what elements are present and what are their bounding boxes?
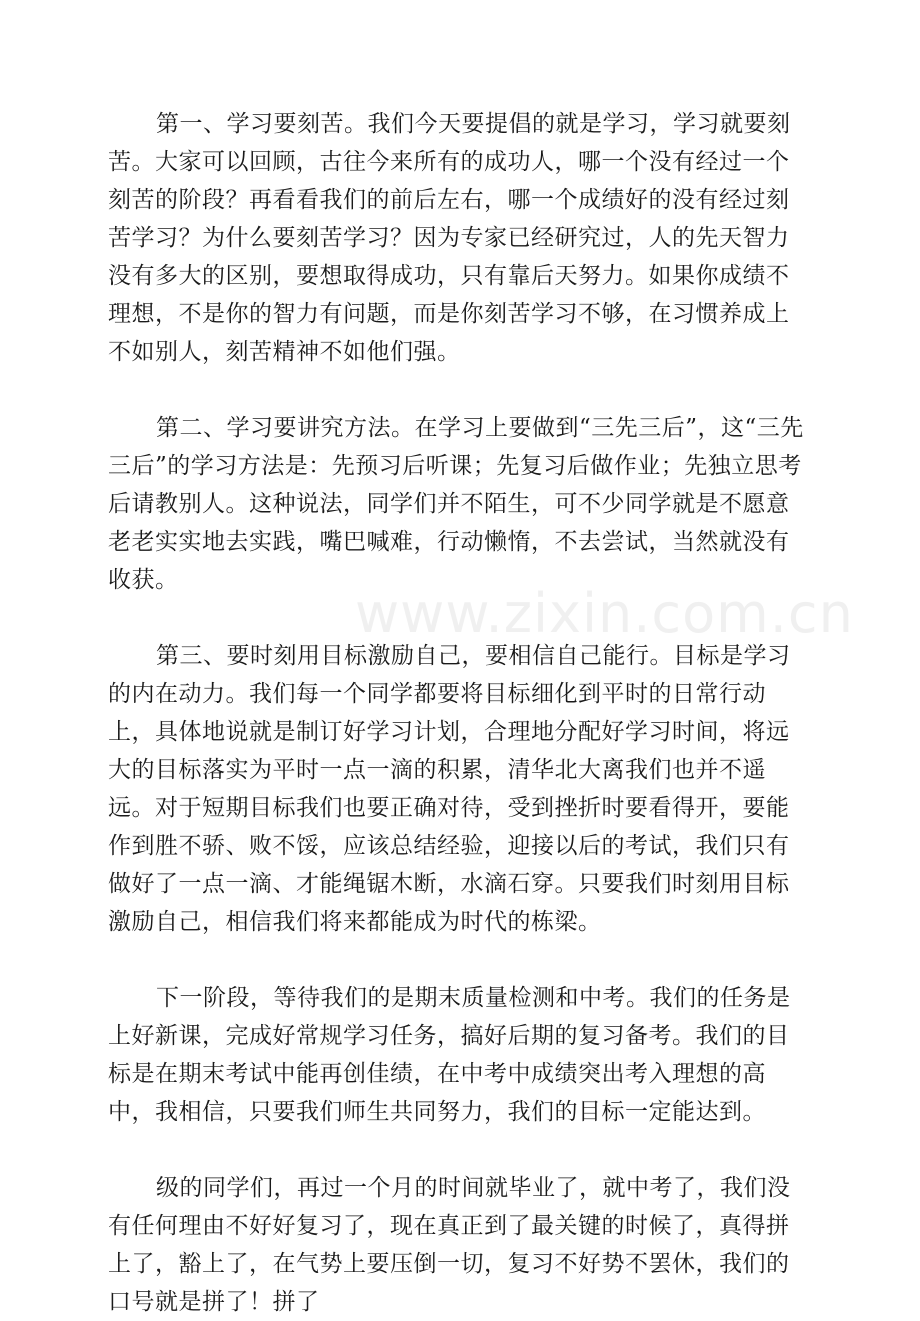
paragraph-3: 第三、要时刻用目标激励自己，要相信自己能行。目标是学习的内在动力。我们每一个同学都要将目标细化到平时的日常行动上，具体地说就是制订好学习计划，合理地分配好学习时间，将远大的目标落实为平时一点一滴的积累，清华北大离我们也并不遥远。对于短期目标我们也要正确对待，受到挫折时要看得开，要能作到胜不骄、败不馁，应该总结经验，迎接以后的考试，我们只有做好了一点一滴、才能绳锯木断，水滴石穿。只要我们时刻用目标激励自己，相信我们将来都能成为时代的栋梁。 xyxy=(108,643,791,935)
paragraph-4: 下一阶段，等待我们的是期末质量检测和中考。我们的任务是上好新课，完成好常规学习任务，搞好后期的复习备考。我们的目标是在期末考试中能再创佳绩，在中考中成绩突出考入理想的高中，我相信，只要我们师生共同努力，我们的目标一定能达到。 xyxy=(108,985,791,1125)
paragraph-1: 第一、学习要刻苦。我们今天要提倡的就是学习，学习就要刻苦。大家可以回顾，古往今来所有的成功人，哪一个没有经过一个刻苦的阶段？再看看我们的前后左右，哪一个成绩好的没有经过刻苦学习？为什么要刻苦学习？因为专家已经研究过，人的先天智力没有多大的区别，要想取得成功，只有靠后天努力。如果你成绩不理想，不是你的智力有问题，而是你刻苦学习不够，在习惯养成上不如别人，刻苦精神不如他们强。 xyxy=(108,111,791,365)
paragraph-2: 第二、学习要讲究方法。在学习上要做到“三先三后”，这“三先三后”的学习方法是：先预习后听课；先复习后做作业；先独立思考后请教别人。这种说法，同学们并不陌生，可不少同学就是不愿意老老实实地去实践，嘴巴喊难，行动懒惰，不去尝试，当然就没有收获。 xyxy=(108,415,804,593)
watermark-text: www.zixin.com.cn xyxy=(355,582,854,645)
paragraph-5: 级的同学们，再过一个月的时间就毕业了，就中考了，我们没有任何理由不好好复习了，现在真正到了最关键的时候了，真得拼上了，豁上了，在气势上要压倒一切，复习不好势不罢休，我们的口号就是拼了！拼了 xyxy=(108,1175,791,1315)
document-body xyxy=(108,105,810,1321)
